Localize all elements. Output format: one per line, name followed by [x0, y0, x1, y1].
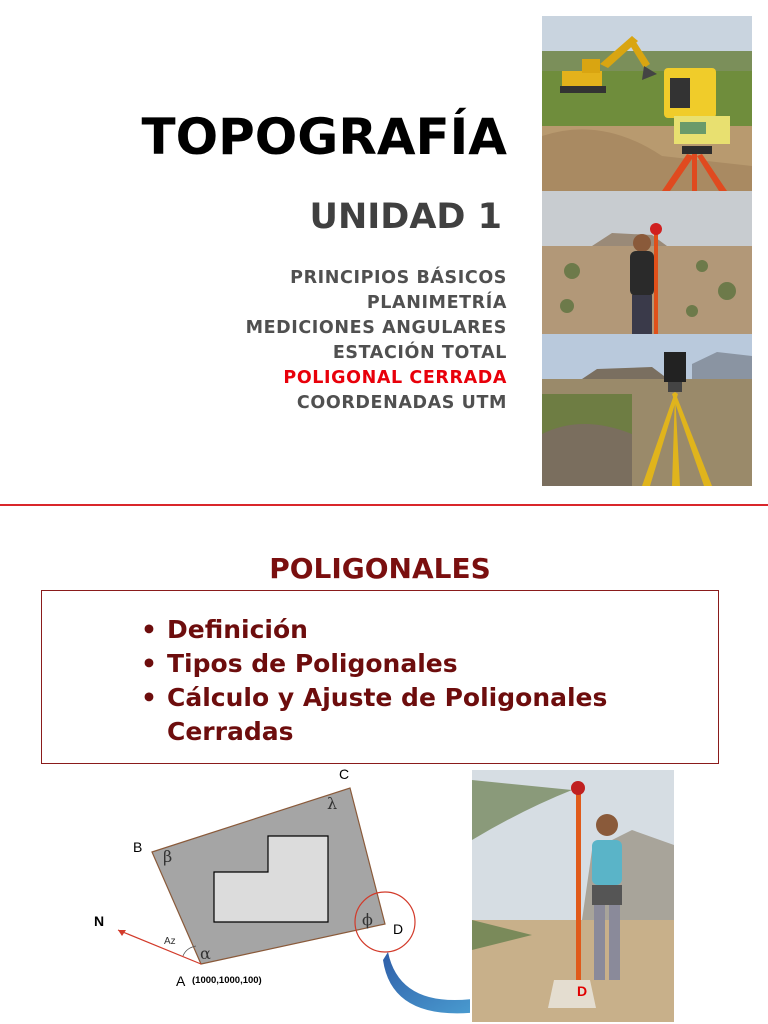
beta-label: β [163, 847, 173, 866]
vertex-a-label: A [176, 973, 186, 989]
photo-prism-desert [542, 191, 752, 334]
bullet-text: Tipos de Poligonales [167, 649, 458, 678]
topic-planimetria: PLANIMETRÍA [366, 293, 507, 313]
bullet-text: Cerradas [167, 717, 294, 746]
photo-woman-prism-pole [472, 770, 674, 1022]
slide-title: TOPOGRAFÍA [141, 108, 507, 166]
vertex-d-label: D [393, 921, 404, 937]
bullet-text: Definición [167, 615, 308, 644]
bullet-definicion [141, 615, 308, 644]
topic-coordenadas: COORDENADAS UTM [296, 393, 507, 413]
lambda-label: λ [327, 794, 338, 813]
phi-label: ϕ [362, 910, 373, 929]
photo-marker-label: D [577, 983, 588, 999]
azimuth-label: Az [164, 936, 176, 947]
bullet-dot: • [141, 683, 157, 712]
north-label: N [94, 913, 105, 929]
pointer-arrow [383, 952, 470, 1022]
bullet-tipos [141, 649, 458, 678]
unit-title: UNIDAD 1 [309, 197, 502, 237]
vertex-b-label: B [133, 839, 143, 855]
topic-estacion: ESTACIÓN TOTAL [332, 343, 507, 363]
bullet-calculo [141, 683, 607, 712]
bullet-cerradas [141, 717, 293, 746]
topic-principios: PRINCIPIOS BÁSICOS [290, 268, 507, 288]
photo-excavator-total-station [542, 16, 752, 191]
alpha-label: α [200, 944, 211, 963]
polygon-diagram [0, 760, 470, 1024]
coords-a-label: (1000,1000,100) [192, 975, 262, 986]
bullet-dot: • [141, 615, 157, 644]
poligonales-title: POLIGONALES [269, 552, 491, 585]
topic-mediciones: MEDICIONES ANGULARES [245, 318, 507, 338]
bullet-text: Cálculo y Ajuste de Poligonales [167, 683, 608, 712]
topic-poligonal-highlighted: POLIGONAL CERRADA [283, 368, 507, 388]
vertex-c-label: C [339, 766, 350, 782]
slide-divider [0, 504, 768, 506]
bullet-dot: • [141, 649, 157, 678]
photo-tripod-landscape [542, 334, 752, 486]
